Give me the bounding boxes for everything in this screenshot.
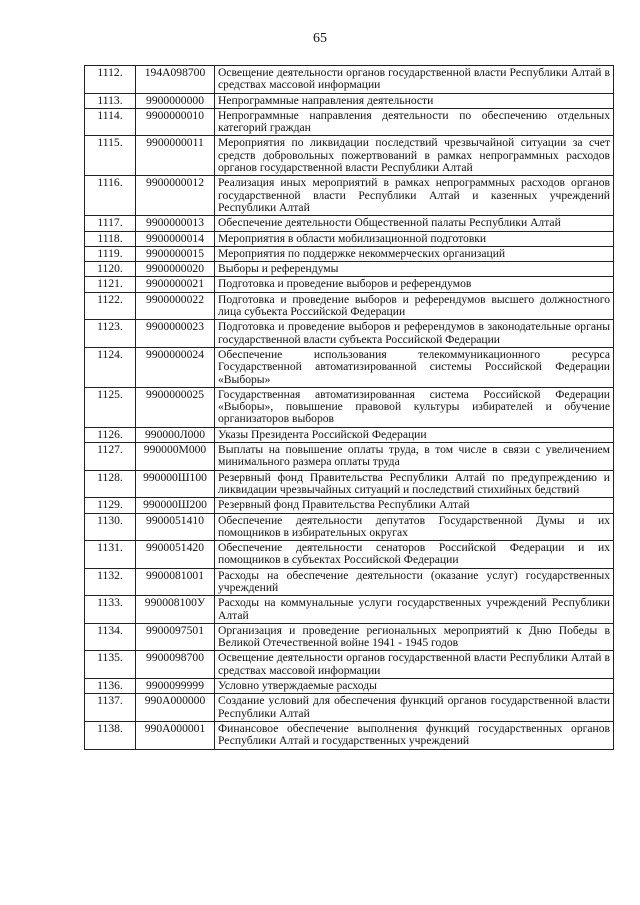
classification-code: 990000Ш100 (136, 470, 215, 498)
row-number: 1120. (85, 262, 136, 277)
table-row (85, 246, 614, 261)
row-number: 1113. (85, 93, 136, 108)
expense-description: Резервный фонд Правительства Республики Алтай (215, 498, 614, 513)
table-row (85, 498, 614, 513)
row-number: 1133. (85, 596, 136, 624)
row-number: 1116. (85, 176, 136, 216)
table-row (85, 470, 614, 498)
table-row (85, 108, 614, 136)
expense-description: Реализация иных мероприятий в рамках непрограммных расходов органов государственной власти Республики Алтай и казенных учреждений Республики Алтай (215, 176, 614, 216)
classification-code: 990000М000 (136, 443, 215, 471)
classification-code: 9900000020 (136, 262, 215, 277)
classification-code: 990008100У (136, 596, 215, 624)
classification-code: 9900097501 (136, 623, 215, 651)
row-number: 1123. (85, 320, 136, 348)
classification-code: 9900000021 (136, 277, 215, 292)
row-number: 1114. (85, 108, 136, 136)
table-row (85, 541, 614, 569)
table-row (85, 231, 614, 246)
expense-description: Подготовка и проведение выборов и референдумов в законодательные органы государственной власти субъекта Российской Федерации (215, 320, 614, 348)
row-number: 1117. (85, 216, 136, 231)
row-number: 1115. (85, 136, 136, 176)
classification-code: 9900000010 (136, 108, 215, 136)
row-number: 1112. (85, 66, 136, 94)
row-number: 1128. (85, 470, 136, 498)
row-number: 1124. (85, 347, 136, 387)
classification-code: 9900000025 (136, 387, 215, 427)
expense-description: Выплаты на повышение оплаты труда, в том числе в связи с увеличением минимального размера оплаты труда (215, 443, 614, 471)
row-number: 1137. (85, 694, 136, 722)
table-body (85, 66, 614, 750)
row-number: 1134. (85, 623, 136, 651)
expense-description: Государственная автоматизированная система Российской Федерации «Выборы», повышение правовой культуры избирателей и обучение организаторов выборов (215, 387, 614, 427)
row-number: 1129. (85, 498, 136, 513)
classification-code: 9900051410 (136, 513, 215, 541)
classification-code: 990А000001 (136, 721, 215, 749)
table-row (85, 694, 614, 722)
expense-description: Непрограммные направления деятельности по обеспечению отдельных категорий граждан (215, 108, 614, 136)
row-number: 1136. (85, 679, 136, 694)
classification-code: 9900000023 (136, 320, 215, 348)
row-number: 1121. (85, 277, 136, 292)
budget-classification-table (84, 65, 614, 750)
table-row (85, 721, 614, 749)
page-number: 65 (313, 31, 327, 46)
table-row (85, 387, 614, 427)
expense-description: Обеспечение использования телекоммуникационного ресурса Государственной автоматизированной системы Российской Федерации «Выборы» (215, 347, 614, 387)
row-number: 1126. (85, 427, 136, 442)
row-number: 1138. (85, 721, 136, 749)
classification-code: 9900099999 (136, 679, 215, 694)
classification-code: 9900000012 (136, 176, 215, 216)
expense-description: Организация и проведение региональных мероприятий к Дню Победы в Великой Отечественной войне 1941 - 1945 годов (215, 623, 614, 651)
classification-code: 9900051420 (136, 541, 215, 569)
expense-description: Указы Президента Российской Федерации (215, 427, 614, 442)
expense-description: Резервный фонд Правительства Республики Алтай по предупреждению и ликвидации чрезвычайных ситуаций и последствий стихийных бедствий (215, 470, 614, 498)
table-row (85, 679, 614, 694)
expense-description: Финансовое обеспечение выполнения функций государственных органов Республики Алтай и государственных учреждений (215, 721, 614, 749)
expense-description: Условно утверждаемые расходы (215, 679, 614, 694)
expense-description: Мероприятия по ликвидации последствий чрезвычайной ситуации за счет средств добровольных пожертвований в рамках непрограммных расходов органов государственной власти Республики Алтай (215, 136, 614, 176)
classification-code: 9900000000 (136, 93, 215, 108)
classification-code: 990А000000 (136, 694, 215, 722)
classification-code: 9900000022 (136, 292, 215, 320)
table-row (85, 292, 614, 320)
table-row (85, 347, 614, 387)
expense-description: Освещение деятельности органов государственной власти Республики Алтай в средствах массовой информации (215, 651, 614, 679)
table-row (85, 596, 614, 624)
expense-description: Мероприятия в области мобилизационной подготовки (215, 231, 614, 246)
classification-code: 990000Л000 (136, 427, 215, 442)
table-row (85, 277, 614, 292)
row-number: 1130. (85, 513, 136, 541)
expense-description: Освещение деятельности органов государственной власти Республики Алтай в средствах массовой информации (215, 66, 614, 94)
row-number: 1119. (85, 246, 136, 261)
row-number: 1118. (85, 231, 136, 246)
table-row (85, 568, 614, 596)
table-row (85, 651, 614, 679)
classification-code: 9900098700 (136, 651, 215, 679)
table-row (85, 216, 614, 231)
table-row (85, 262, 614, 277)
classification-code: 9900000015 (136, 246, 215, 261)
classification-code: 9900000013 (136, 216, 215, 231)
table-row (85, 443, 614, 471)
expense-description: Обеспечение деятельности Общественной палаты Республики Алтай (215, 216, 614, 231)
row-number: 1125. (85, 387, 136, 427)
classification-code: 9900000011 (136, 136, 215, 176)
row-number: 1131. (85, 541, 136, 569)
expense-description: Выборы и референдумы (215, 262, 614, 277)
expense-description: Подготовка и проведение выборов и референдумов высшего должностного лица субъекта Российской Федерации (215, 292, 614, 320)
table-row (85, 176, 614, 216)
classification-code: 9900081001 (136, 568, 215, 596)
table-row (85, 320, 614, 348)
classification-code: 194А098700 (136, 66, 215, 94)
row-number: 1135. (85, 651, 136, 679)
row-number: 1132. (85, 568, 136, 596)
expense-description: Мероприятия по поддержке некоммерческих организаций (215, 246, 614, 261)
expense-description: Обеспечение деятельности депутатов Государственной Думы и их помощников в избирательных округах (215, 513, 614, 541)
expense-description: Непрограммные направления деятельности (215, 93, 614, 108)
table-row (85, 66, 614, 94)
classification-code: 990000Ш200 (136, 498, 215, 513)
expense-description: Обеспечение деятельности сенаторов Российской Федерации и их помощников в субъектах Российской Федерации (215, 541, 614, 569)
classification-code: 9900000024 (136, 347, 215, 387)
expense-description: Расходы на коммунальные услуги государственных учреждений Республики Алтай (215, 596, 614, 624)
expense-description: Создание условий для обеспечения функций органов государственной власти Республики Алтай (215, 694, 614, 722)
table-row (85, 513, 614, 541)
table-row (85, 93, 614, 108)
expense-description: Подготовка и проведение выборов и референдумов (215, 277, 614, 292)
row-number: 1122. (85, 292, 136, 320)
table-row (85, 623, 614, 651)
classification-code: 9900000014 (136, 231, 215, 246)
table-row (85, 136, 614, 176)
table-row (85, 427, 614, 442)
expense-description: Расходы на обеспечение деятельности (оказание услуг) государственных учреждений (215, 568, 614, 596)
row-number: 1127. (85, 443, 136, 471)
